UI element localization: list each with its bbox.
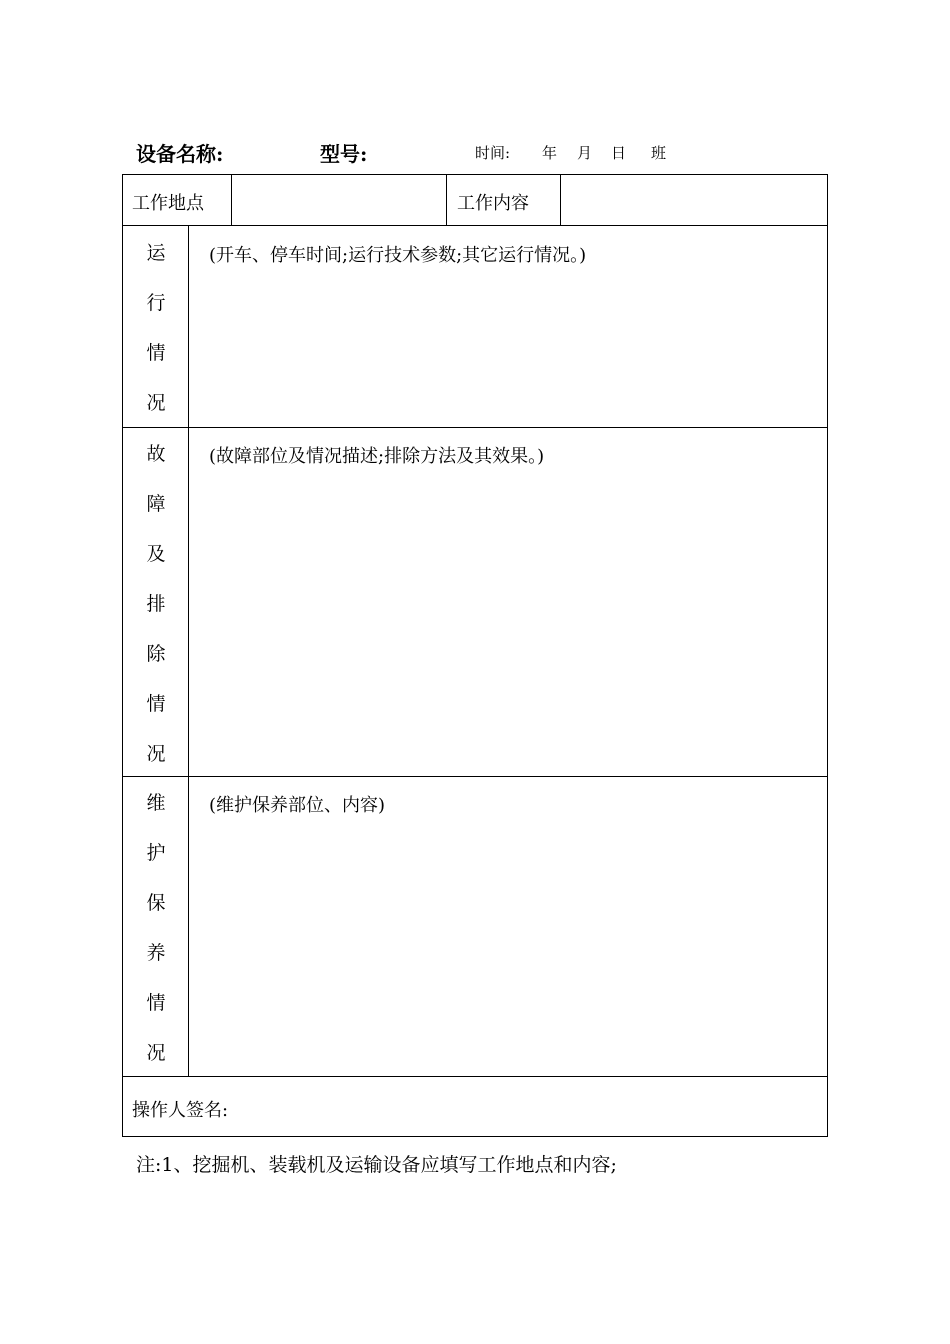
record-table [122,174,828,1137]
divider [123,427,827,428]
time-label: 时间: [475,144,511,162]
work-location-field[interactable] [238,189,438,213]
operator-signature-field[interactable] [253,1085,813,1129]
footnote: 注:1、挖掘机、装载机及运输设备应填写工作地点和内容; [136,1154,617,1176]
work-content-field[interactable] [567,189,817,213]
maintenance-section-label: 维 护 保 养 情 况 [146,792,166,1064]
model-label: 型号: [320,142,368,166]
operation-field[interactable] [193,271,823,421]
maintenance-field[interactable] [193,821,823,1071]
maintenance-hint: (维护保养部位、内容) [209,795,386,816]
form-header [0,136,950,166]
equipment-name-label: 设备名称: [136,142,224,166]
month-label: 月 [577,144,593,162]
divider [446,175,447,225]
divider [123,776,827,777]
fault-section-label: 故 障 及 排 除 情 况 [146,443,166,765]
shift-label: 班 [651,144,667,162]
divider [123,1076,827,1077]
divider [231,175,232,225]
operation-hint: (开车、停车时间;运行技术参数;其它运行情况。) [209,245,587,266]
work-location-label: 工作地点 [132,193,204,214]
work-content-label: 工作内容 [457,193,529,214]
fault-hint: (故障部位及情况描述;排除方法及其效果。) [209,446,545,467]
divider [560,175,561,225]
divider [123,225,827,226]
year-label: 年 [542,144,558,162]
fault-field[interactable] [193,472,823,772]
day-label: 日 [611,144,627,162]
operator-signature-label: 操作人签名: [132,1100,229,1121]
operation-section-label: 运 行 情 况 [146,242,166,414]
